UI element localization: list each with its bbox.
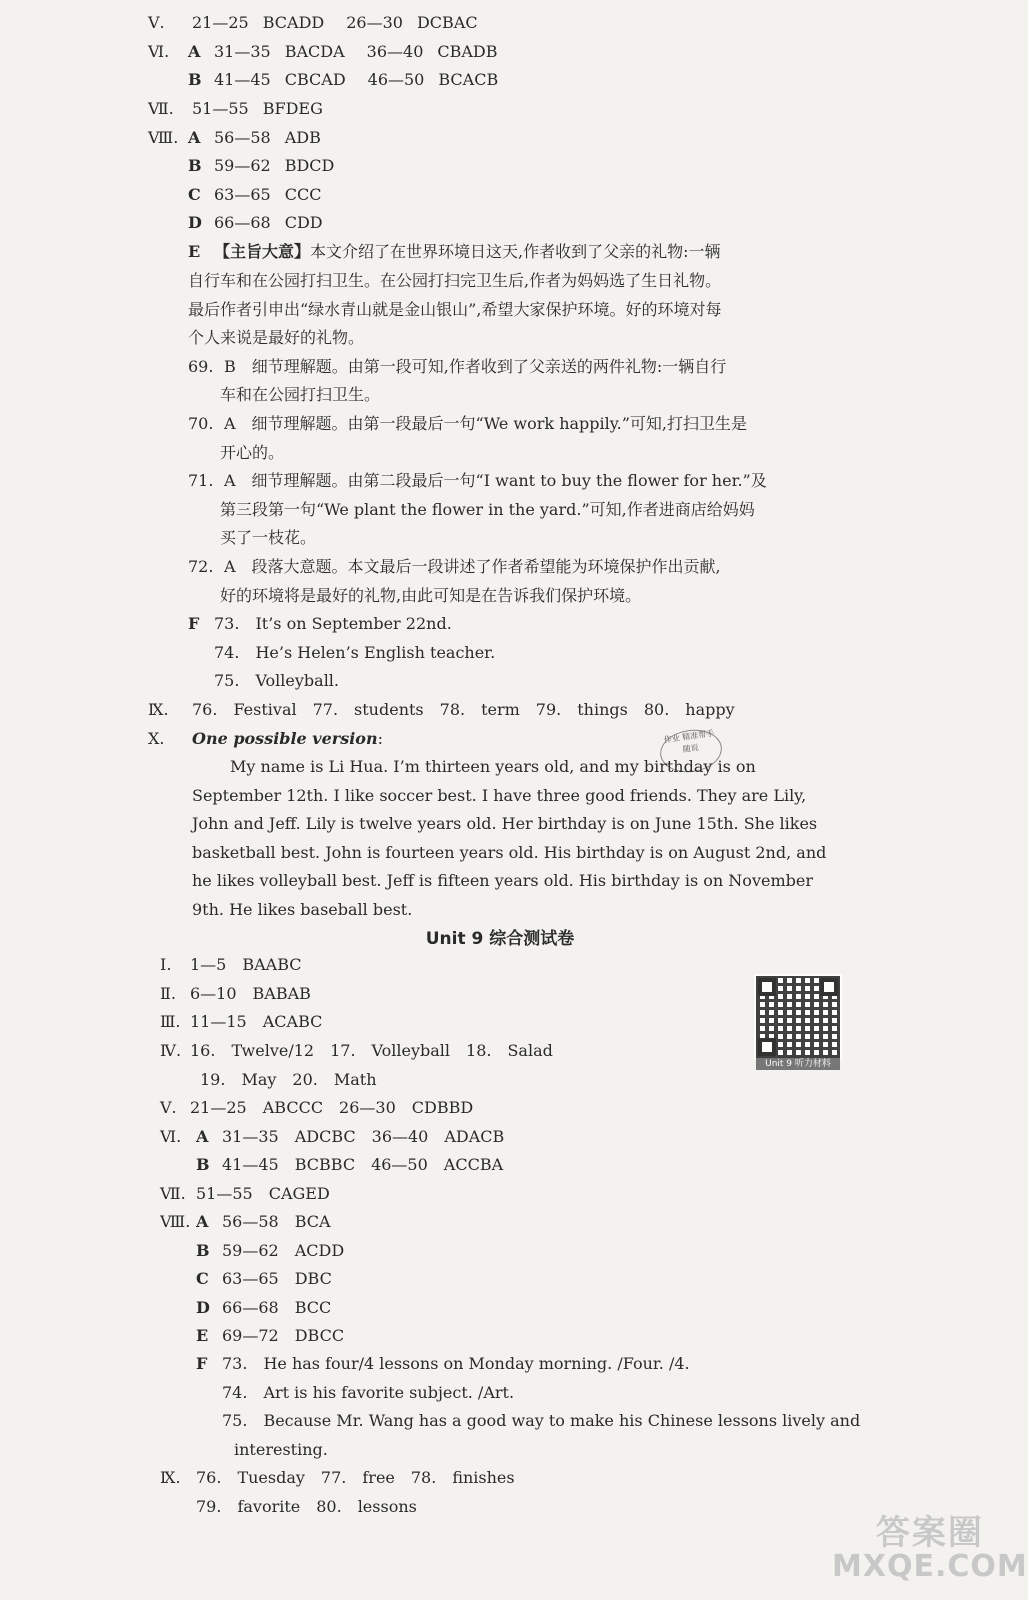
u9-f-q74: 74. Art is his favorite subject. /Art. <box>222 1383 515 1402</box>
essay-line1: My name is Li Hua. I’m thirteen years old, and my birthday is on <box>230 757 756 776</box>
u9-section-i: Ⅰ. 1—5 BAABC <box>160 955 302 974</box>
u9-section-iii: Ⅲ. 11—15 ACABC <box>160 1012 323 1031</box>
watermark-line2: MXQE.COM <box>832 1549 1028 1584</box>
section-v-answers: Ⅴ. 21—25 BCADD 26—30 DCBAC <box>148 13 478 32</box>
passage-e-summary-line1: E 【主旨大意】本文介绍了在世界环境日这天,作者收到了父亲的礼物:一辆 <box>188 242 721 261</box>
q71-explanation-cont2: 买了一枝花。 <box>220 528 317 547</box>
q69-explanation-cont: 车和在公园打扫卫生。 <box>220 385 381 404</box>
u9-section-vi-b: B 41—45 BCBBC 46—50 ACCBA <box>196 1155 504 1174</box>
section-vi-b-answers: B 41—45 CBCAD 46—50 BCACB <box>188 70 499 89</box>
u9-section-viii-c: C 63—65 DBC <box>196 1269 332 1288</box>
u9-section-iv-cont: 19. May 20. Math <box>200 1070 377 1089</box>
u9-section-v: Ⅴ. 21—25 ABCCC 26—30 CDBBD <box>160 1098 474 1117</box>
q70-explanation: 70. A 细节理解题。由第一段最后一句“We work happily.”可知,打扫卫生是 <box>188 414 748 433</box>
u9-section-viii-d: D 66—68 BCC <box>196 1298 332 1317</box>
essay-line5: he likes volleyball best. Jeff is fifteen years old. His birthday is on November <box>192 871 813 890</box>
essay-line4: basketball best. John is fourteen years old. His birthday is on August 2nd, and <box>192 843 827 862</box>
section-viii-b: B 59—62 BDCD <box>188 156 335 175</box>
u9-section-ix: Ⅸ. 76. Tuesday 77. free 78. finishes <box>160 1468 515 1487</box>
q72-explanation-cont: 好的环境将是最好的礼物,由此可知是在告诉我们保护环境。 <box>220 586 642 605</box>
u9-section-viii-a: Ⅷ. A 56—58 BCA <box>160 1212 331 1231</box>
essay-line6: 9th. He likes baseball best. <box>192 900 413 919</box>
section-ix-answers: Ⅸ. 76. Festival 77. students 78. term 79. things 80. happy <box>148 700 735 719</box>
qr-label: Unit 9 听力材料 <box>756 1058 840 1070</box>
section-viii-d: D 66—68 CDD <box>188 213 323 232</box>
u9-f-q75-cont: interesting. <box>234 1440 328 1459</box>
q69-explanation: 69. B 细节理解题。由第一段可知,作者收到了父亲送的两件礼物:一辆自行 <box>188 357 727 376</box>
u9-section-vi-a: Ⅵ. A 31—35 ADCBC 36—40 ADACB <box>160 1127 505 1146</box>
f-q74: 74. He’s Helen’s English teacher. <box>214 643 496 662</box>
u9-f-q73: F 73. He has four/4 lessons on Monday morning. /Four. /4. <box>196 1354 690 1373</box>
u9-section-viii-b: B 59—62 ACDD <box>196 1241 345 1260</box>
f-q73: F 73. It’s on September 22nd. <box>188 614 452 633</box>
f-q75: 75. Volleyball. <box>214 671 340 690</box>
passage-e-summary-line3: 最后作者引申出“绿水青山就是金山银山”,希望大家保护环境。好的环境对每 <box>188 300 722 319</box>
section-x-heading: Ⅹ. One possible version: <box>148 729 383 748</box>
section-viii-c: C 63—65 CCC <box>188 185 322 204</box>
essay-line2: September 12th. I like soccer best. I have three good friends. They are Lily, <box>192 786 807 805</box>
qr-finder-bottom-left <box>758 1038 776 1056</box>
passage-e-summary-line2: 自行车和在公园打扫卫生。在公园打扫完卫生后,作者为妈妈选了生日礼物。 <box>188 271 722 290</box>
q70-explanation-cont: 开心的。 <box>220 443 285 462</box>
unit9-title: Unit 9 综合测试卷 <box>425 929 575 949</box>
q72-explanation: 72. A 段落大意题。本文最后一段讲述了作者希望能为环境保护作出贡献, <box>188 557 721 576</box>
u9-section-ix-cont: 79. favorite 80. lessons <box>196 1497 417 1516</box>
essay-line3: John and Jeff. Lily is twelve years old. Her birthday is on June 15th. She likes <box>192 814 818 833</box>
qr-finder-top-left <box>758 978 776 996</box>
qr-finder-top-right <box>820 978 838 996</box>
watermark <box>832 1513 1028 1584</box>
stamp-mark: 作业 精准帮手 随说 <box>657 726 724 776</box>
section-vi-a-answers: Ⅵ. A 31—35 BACDA 36—40 CBADB <box>148 42 498 61</box>
qr-code[interactable] <box>754 974 842 1060</box>
section-viii-a: Ⅷ. A 56—58 ADB <box>148 128 321 147</box>
u9-section-viii-e: E 69—72 DBCC <box>196 1326 345 1345</box>
passage-e-summary-line4: 个人来说是最好的礼物。 <box>188 328 365 347</box>
q71-explanation-cont1: 第三段第一句“We plant the flower in the yard.”可知,作者进商店给妈妈 <box>220 500 755 519</box>
q71-explanation: 71. A 细节理解题。由第二段最后一句“I want to buy the flower for her.”及 <box>188 471 767 490</box>
u9-section-ii: Ⅱ. 6—10 BABAB <box>160 984 311 1003</box>
section-vii-answers: Ⅶ. 51—55 BFDEG <box>148 99 323 118</box>
u9-section-iv: Ⅳ. 16. Twelve/12 17. Volleyball 18. Salad <box>160 1041 553 1060</box>
watermark-line1: 答案圈 <box>875 1513 984 1553</box>
u9-section-vii: Ⅶ. 51—55 CAGED <box>160 1184 330 1203</box>
u9-f-q75: 75. Because Mr. Wang has a good way to make his Chinese lessons lively and <box>222 1411 861 1430</box>
